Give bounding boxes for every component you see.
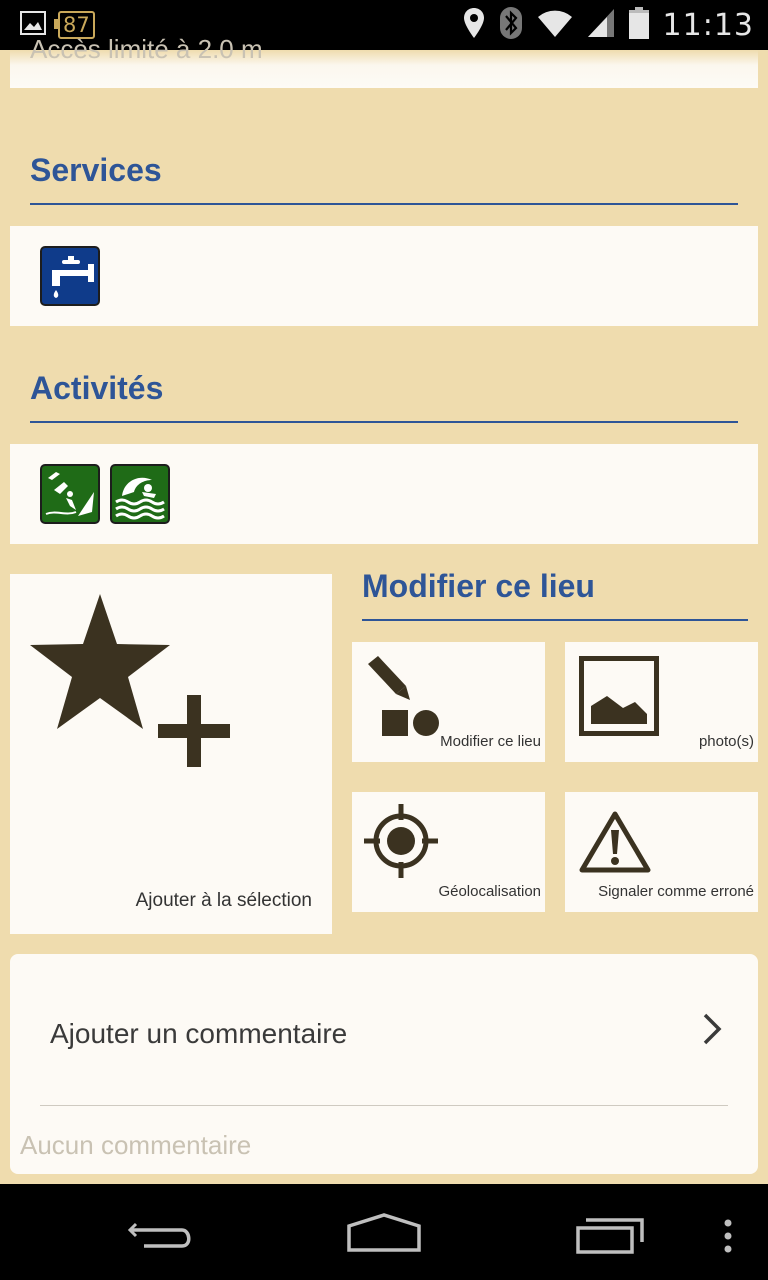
services-title: Services [30,152,162,188]
system-navigation-bar [0,1184,768,1280]
activities-card [10,444,758,544]
pencil-shapes-icon [364,654,444,743]
access-info-text: Accès limité à 2.0 m [30,34,263,64]
photo-icon [579,656,659,741]
cell-signal-icon [587,8,615,43]
geolocation-label: Géolocalisation [438,883,541,900]
water-tap-icon[interactable] [40,246,100,306]
place-detail-content[interactable] [0,34,768,1184]
photos-button[interactable] [565,642,758,762]
activities-title: Activités [30,370,164,406]
geolocation-button[interactable] [352,792,545,912]
home-icon[interactable] [346,1212,422,1259]
access-info-card [10,34,758,88]
star-plus-icon [28,594,238,789]
clock: 11:13 [662,7,754,43]
comments-card [10,954,758,1174]
add-comment-label: Ajouter un commentaire [50,1018,348,1049]
comments-divider [40,1105,728,1106]
report-error-label: Signaler comme erroné [598,883,754,900]
activities-divider [30,421,738,423]
warning-icon [579,810,651,879]
crosshair-icon [364,804,438,883]
wifi-icon [537,8,573,43]
recent-apps-icon[interactable] [574,1216,646,1261]
edit-place-button[interactable] [352,642,545,762]
bluetooth-icon [499,6,523,45]
kitesurf-icon[interactable] [110,464,170,524]
no-comments-text: Aucun commentaire [20,1130,252,1160]
photos-label: photo(s) [698,733,754,750]
status-bar-right [463,0,754,50]
back-icon[interactable] [124,1216,194,1261]
windsurf-icon[interactable] [40,464,100,524]
add-to-selection-button[interactable] [10,574,332,934]
add-comment-button[interactable] [30,994,738,1076]
battery-notification-badge: 87 [58,11,95,39]
modify-title: Modifier ce lieu [362,568,595,604]
services-divider [30,203,738,205]
report-error-button[interactable] [565,792,758,912]
services-card [10,226,758,326]
overflow-menu-icon[interactable] [722,1218,734,1259]
battery-icon [629,7,649,44]
chevron-right-icon [702,1012,722,1051]
location-icon [463,7,485,44]
modify-divider [362,619,748,621]
edit-place-label: Modifier ce lieu [440,733,541,750]
add-to-selection-label: Ajouter à la sélection [135,890,312,911]
